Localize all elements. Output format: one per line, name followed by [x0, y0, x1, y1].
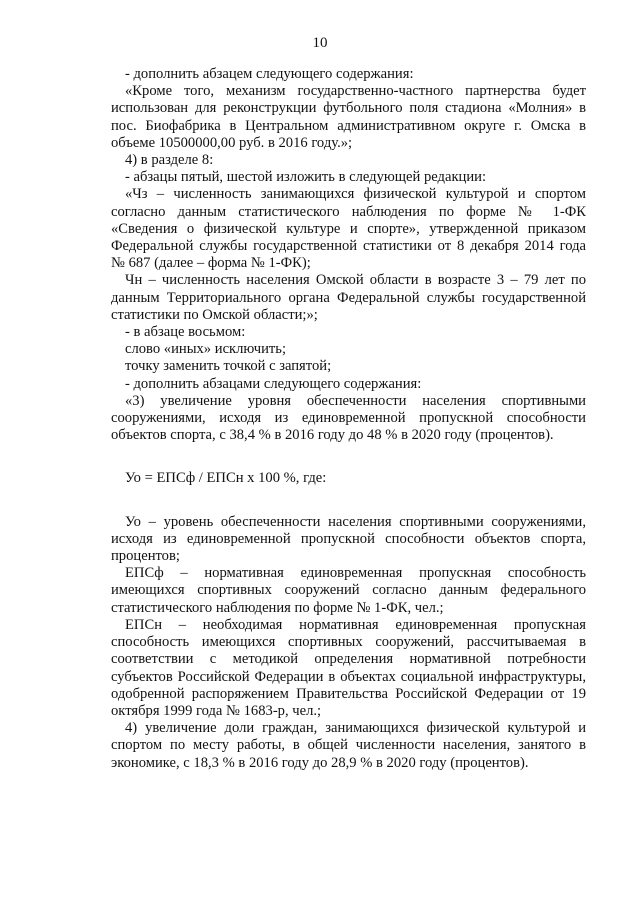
page-number: 10 — [312, 35, 328, 51]
paragraph-eighth-intro: - в абзаце восьмом: — [125, 324, 246, 341]
paragraph-uo-definition: Уо – уровень обеспеченности населения спортивными сооружениями, исходя из единовременной пропускной способности объектов спорта, процентов; — [111, 513, 586, 565]
paragraph-chn-definition: Чн – численность населения Омской области в возрасте 3 – 79 лет по данным Территориального органа Федеральной службы государственной статистики по Омской области;»; — [111, 272, 586, 323]
paragraph-replace-dot: точку заменить точкой с запятой; — [125, 358, 332, 375]
paragraph-add-paragraphs-intro: - дополнить абзацами следующего содержания: — [125, 375, 422, 392]
paragraph-chz-definition: «Чз – численность занимающихся физической культурой и спортом согласно данным статистического наблюдения по форме № 1-ФК «Сведения о физической культуре и спорте», утвержденной приказом Федеральной службы государственной статистики от 8 декабря 2014 года № 687 (далее – форма № 1-ФК); — [111, 186, 586, 272]
paragraph-epsf-definition: ЕПСф – нормативная единовременная пропускная способность имеющихся спортивных сооружений согласно данным федерального статистического наблюдения по форме № 1-ФК, чел.; — [111, 565, 586, 616]
paragraph-ppp-stadium: «Кроме того, механизм государственно-частного партнерства будет использован для реконструкции футбольного поля стадиона «Молния» в пос. Биофабрика в Центральном административном округе г. Омска в объеме 10500000,00 руб. в 2016 году.»; — [111, 83, 586, 151]
paragraph-epsn-definition: ЕПСн – необходимая нормативная единовременная пропускная способность имеющихся спортивных сооружений, рассчитываемая в соответствии с методикой определения нормативной потребности субъектов Российской Федерации в объектах социальной инфраструктуры, одобренной распоряжением Правительства Российской Федерации от 19 октября 1999 года № 1683-р, чел.; — [111, 616, 586, 719]
paragraph-word-excluded: слово «иных» исключить; — [125, 341, 287, 358]
paragraph-edit-intro: - абзацы пятый, шестой изложить в следующей редакции: — [125, 169, 487, 186]
paragraph-indicator-3: «3) увеличение уровня обеспеченности населения спортивными сооружениями, исходя из единовременной пропускной способности объектов спорта, с 38,4 % в 2016 году до 48 % в 2020 году (процентов). — [111, 392, 586, 444]
formula-uo: Уо = ЕПСф / ЕПСн х 100 %, где: — [125, 470, 327, 487]
document-body — [111, 66, 586, 772]
paragraph-section-8: 4) в разделе 8: — [125, 152, 214, 169]
paragraph-indicator-4: 4) увеличение доли граждан, занимающихся физической культурой и спортом по месту работы, в общей численности населения, занятого в экономике, с 18,3 % в 2016 году до 28,9 % в 2020 году (процентов). — [111, 720, 586, 771]
paragraph-add-intro: - дополнить абзацем следующего содержания: — [125, 66, 414, 82]
